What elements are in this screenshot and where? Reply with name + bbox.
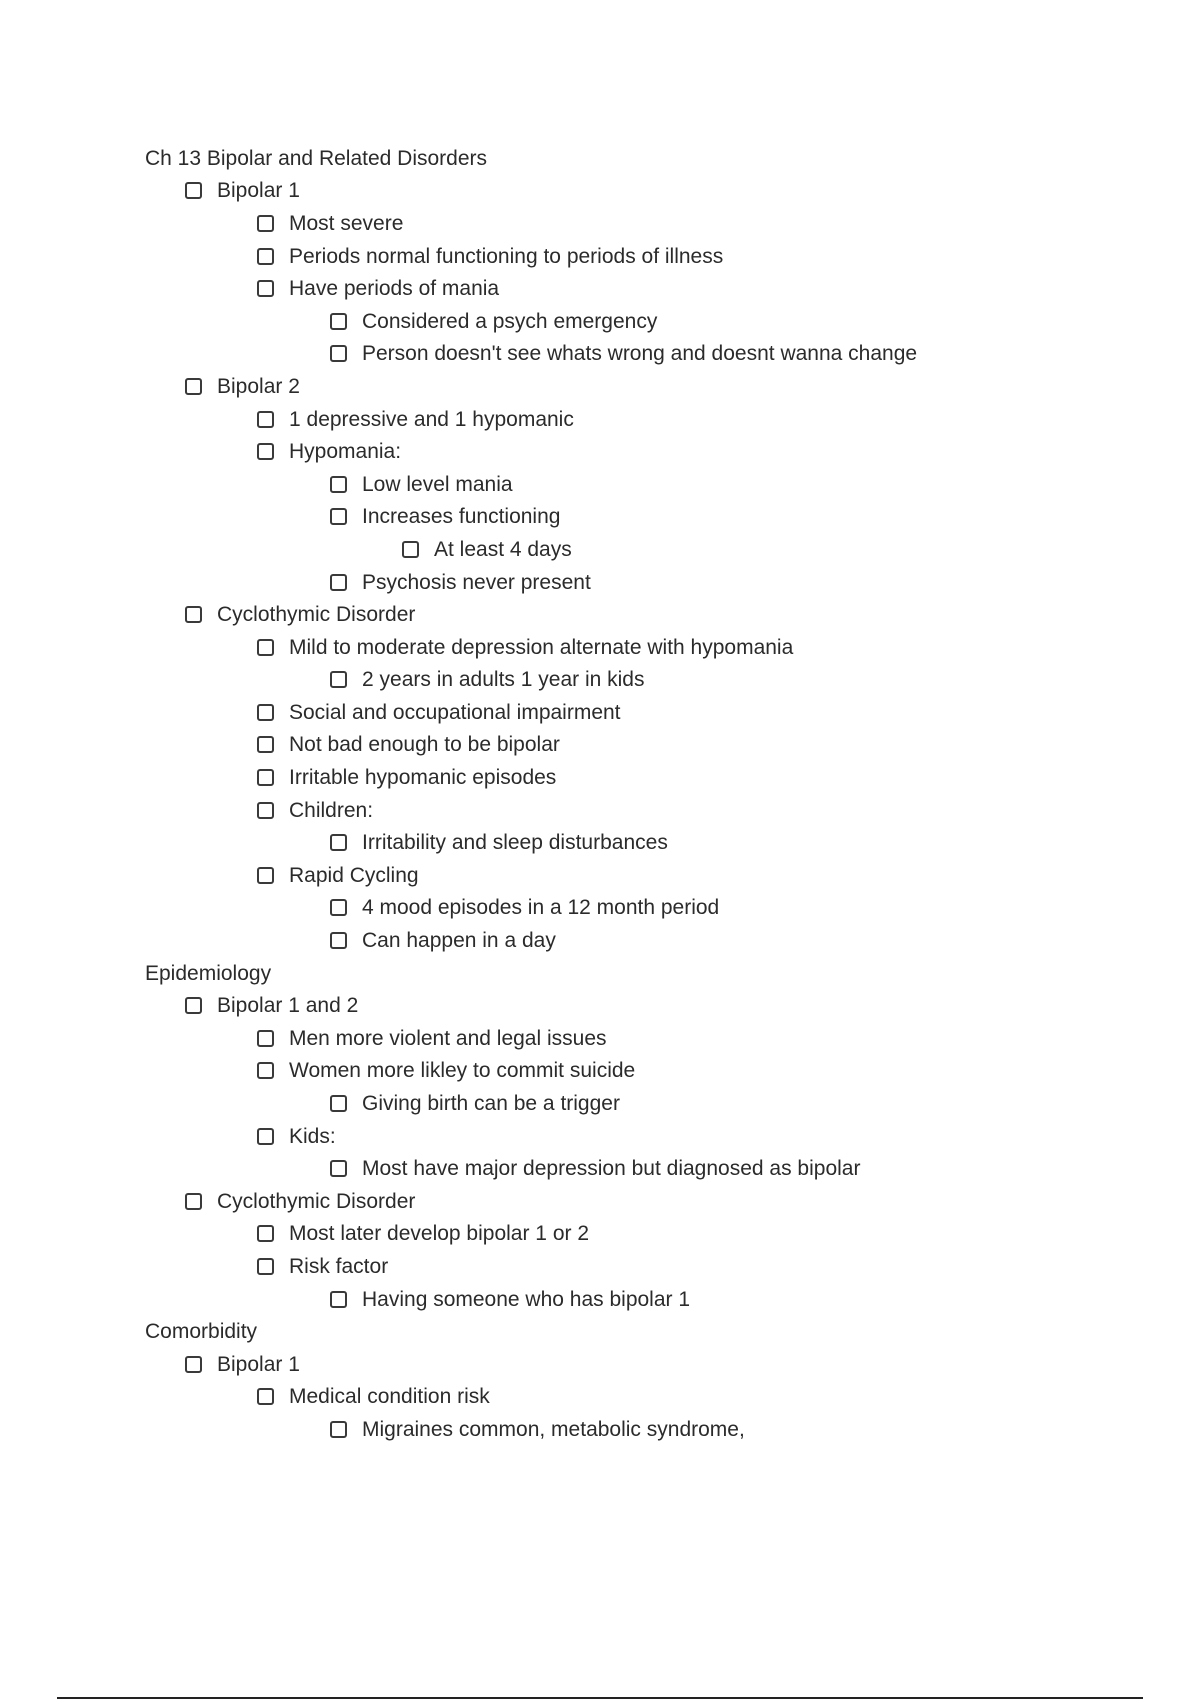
checkbox[interactable] [330,313,347,330]
section-heading [145,142,1105,175]
page-bottom-rule [57,1697,1143,1699]
checkbox[interactable] [330,574,347,591]
checkbox[interactable] [185,1356,202,1373]
checklist-item [145,1250,1105,1283]
checklist-item [145,1185,1105,1218]
checklist-item-label: Bipolar 1 [217,179,300,203]
checklist-item-label: Kids: [289,1124,336,1148]
checklist-item [145,696,1105,729]
checklist-item [145,566,1105,599]
checkbox[interactable] [257,704,274,721]
checklist-item [145,859,1105,892]
checkbox[interactable] [330,932,347,949]
checklist-item-label: Most severe [289,211,404,235]
checkbox[interactable] [330,671,347,688]
checklist-item-label: Cyclothymic Disorder [217,603,416,627]
checkbox[interactable] [185,378,202,395]
checkbox[interactable] [330,508,347,525]
checklist-item [145,598,1105,631]
checklist-item-label: Bipolar 2 [217,374,300,398]
checklist-item [145,305,1105,338]
checklist-item [145,664,1105,697]
checklist-item-label: Migraines common, metabolic syndrome, [362,1417,745,1441]
checkbox[interactable] [257,867,274,884]
checklist-item [145,1120,1105,1153]
checkbox[interactable] [330,1421,347,1438]
checkbox[interactable] [330,1291,347,1308]
checklist-item [145,1055,1105,1088]
checklist-item-label: Bipolar 1 and 2 [217,994,359,1018]
section-heading-text: Epidemiology [145,961,272,985]
checkbox[interactable] [330,1095,347,1112]
checklist-item-label: Rapid Cycling [289,863,419,887]
checklist-item-label: Periods normal functioning to periods of illness [289,244,724,268]
checklist-item-label: Women more likley to commit suicide [289,1059,636,1083]
checklist-item-label: 4 mood episodes in a 12 month period [362,896,720,920]
checklist-item [145,501,1105,534]
checklist-item [145,1283,1105,1316]
checklist-item [145,761,1105,794]
checkbox[interactable] [257,639,274,656]
checklist-item [145,370,1105,403]
checkbox[interactable] [257,736,274,753]
checklist-item [145,794,1105,827]
checkbox[interactable] [185,1193,202,1210]
checkbox[interactable] [257,1225,274,1242]
checklist-item [145,1348,1105,1381]
checkbox[interactable] [257,769,274,786]
checkbox[interactable] [257,1062,274,1079]
checkbox[interactable] [257,248,274,265]
checklist-item [145,207,1105,240]
checklist-item-label: At least 4 days [434,537,572,561]
checkbox[interactable] [330,834,347,851]
checklist-item [145,826,1105,859]
checklist-item-label: Having someone who has bipolar 1 [362,1287,691,1311]
checkbox[interactable] [257,1388,274,1405]
checklist-item [145,729,1105,762]
checklist-item [145,1087,1105,1120]
checkbox[interactable] [257,411,274,428]
checklist-item [145,1381,1105,1414]
checkbox[interactable] [330,1160,347,1177]
checklist-item-label: Hypomania: [289,440,402,464]
checkbox[interactable] [185,997,202,1014]
checkbox[interactable] [330,345,347,362]
checklist-item-label: Children: [289,798,374,822]
section-heading-text: Comorbidity [145,1320,258,1344]
checklist-item [145,435,1105,468]
checklist-item [145,175,1105,208]
checklist-item [145,533,1105,566]
checkbox[interactable] [330,899,347,916]
checklist-item-label: Cyclothymic Disorder [217,1189,416,1213]
checkbox[interactable] [402,541,419,558]
checkbox[interactable] [257,802,274,819]
checklist-item-label: Men more violent and legal issues [289,1026,607,1050]
checklist-item-label: Considered a psych emergency [362,309,658,333]
checkbox[interactable] [257,1128,274,1145]
checklist-item-label: Have periods of mania [289,277,500,301]
checklist-item [145,989,1105,1022]
checklist-item-label: Increases functioning [362,505,561,529]
checklist-item-label: Irritability and sleep disturbances [362,831,668,855]
checklist-item [145,631,1105,664]
checklist-item-label: Irritable hypomanic episodes [289,766,557,790]
checklist-item [145,892,1105,925]
checklist-item [145,1413,1105,1446]
checklist-item-label: Giving birth can be a trigger [362,1092,620,1116]
section-heading [145,1315,1105,1348]
checkbox[interactable] [185,182,202,199]
checklist-item [145,1152,1105,1185]
checkbox[interactable] [257,1258,274,1275]
checklist-item [145,240,1105,273]
notes-outline [145,142,1105,1446]
checklist-item-label: 1 depressive and 1 hypomanic [289,407,574,431]
checklist-item [145,338,1105,371]
checklist-item-label: Not bad enough to be bipolar [289,733,560,757]
checklist-item-label: Risk factor [289,1254,389,1278]
checklist-item-label: Psychosis never present [362,570,591,594]
checklist-item [145,1218,1105,1251]
checklist-item-label: Can happen in a day [362,929,556,953]
checklist-item-label: Bipolar 1 [217,1352,300,1376]
checklist-item [145,924,1105,957]
checkbox[interactable] [257,215,274,232]
checklist-item-label: Medical condition risk [289,1385,490,1409]
checklist-item [145,272,1105,305]
checkbox[interactable] [257,1030,274,1047]
checklist-item-label: Low level mania [362,472,513,496]
checklist-item-label: Most later develop bipolar 1 or 2 [289,1222,589,1246]
checklist-item-label: Mild to moderate depression alternate with hypomania [289,635,794,659]
section-heading-text: Ch 13 Bipolar and Related Disorders [145,146,488,170]
section-heading [145,957,1105,990]
checklist-item-label: Most have major depression but diagnosed as bipolar [362,1157,861,1181]
checkbox[interactable] [257,280,274,297]
checklist-item-label: Social and occupational impairment [289,700,621,724]
checklist-item [145,1022,1105,1055]
checkbox[interactable] [257,443,274,460]
checkbox[interactable] [185,606,202,623]
checklist-item [145,403,1105,436]
checklist-item-label: 2 years in adults 1 year in kids [362,668,645,692]
checklist-item-label: Person doesn't see whats wrong and doesnt wanna change [362,342,918,366]
checklist-item [145,468,1105,501]
checkbox[interactable] [330,476,347,493]
